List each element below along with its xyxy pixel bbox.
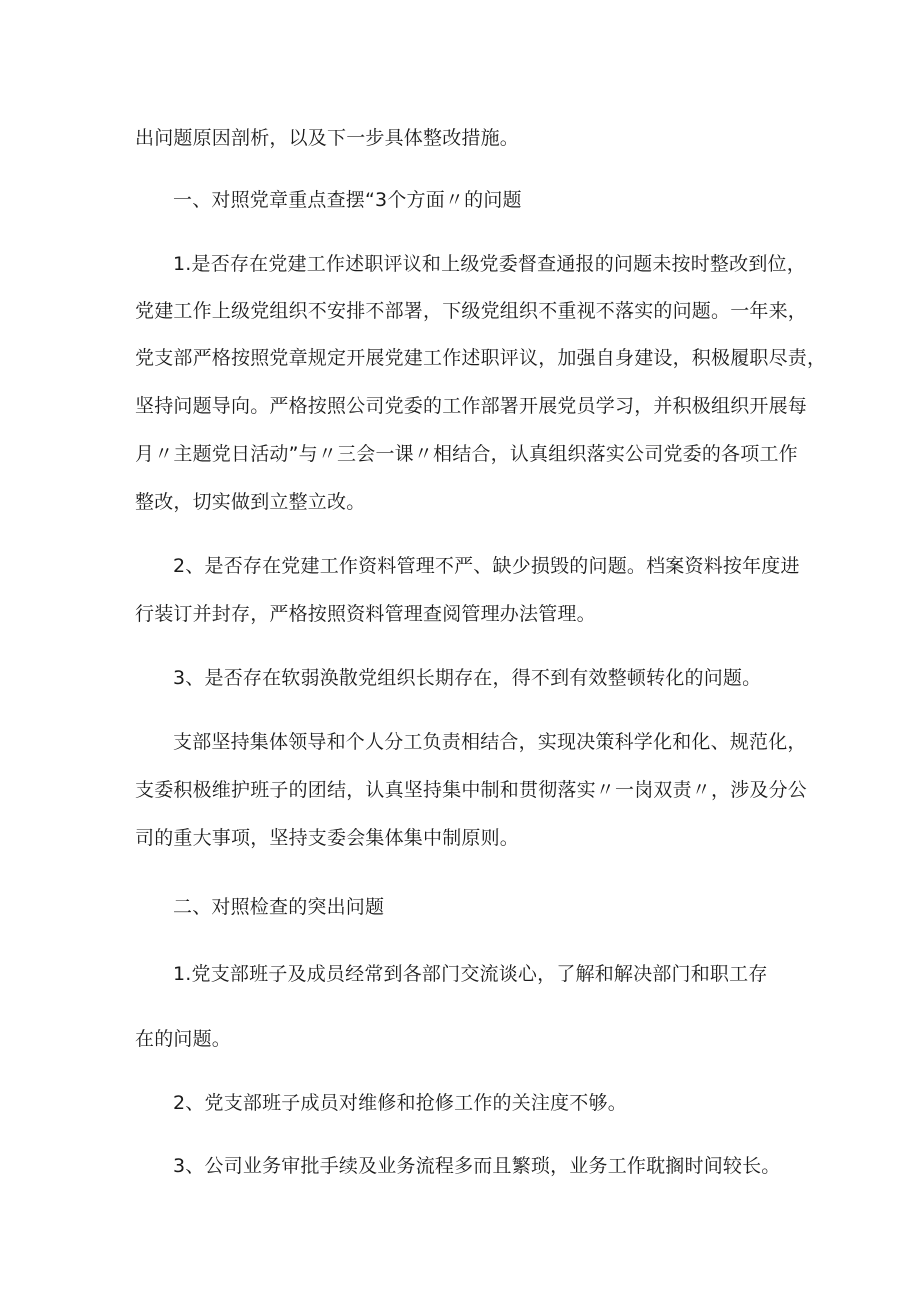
text-line: 党支部严格按照党章规定开展党建工作述职评议，加强自身建设，积极履职尽责， bbox=[135, 347, 827, 369]
text-line: 支委积极维护班子的团结，认真坚持集中制和贯彻落实〃一岗双责〃，涉及分公 bbox=[135, 779, 808, 801]
text-line: 党建工作上级党组织不安排不部署，下级党组织不重视不落实的问题。一年来， bbox=[135, 300, 808, 322]
text-line: 1.是否存在党建工作述职评议和上级党委督查通报的问题未按时整改到位， bbox=[173, 253, 806, 275]
text-line: 支部坚持集体领导和个人分工负责相结合，实现决策科学化和化、规范化， bbox=[173, 731, 807, 753]
text-line: 出问题原因剖析，以及下一步具体整改措施。 bbox=[135, 127, 520, 149]
text-line: 坚持问题导向。严格按照公司党委的工作部署开展党员学习，并积极组织开展每 bbox=[135, 395, 808, 417]
text-line: 3、公司业务审批手续及业务流程多而且繁琐，业务工作耽搁时间较长。 bbox=[173, 1155, 781, 1177]
text-line: 3、是否存在软弱涣散党组织长期存在，得不到有效整顿转化的问题。 bbox=[173, 667, 762, 689]
text-line: 司的重大事项，坚持支委会集体集中制原则。 bbox=[135, 827, 520, 849]
text-line: 行装订并封存，严格按照资料管理查阅管理办法管理。 bbox=[135, 603, 596, 625]
text-line: 2、党支部班子成员对维修和抢修工作的关注度不够。 bbox=[173, 1092, 627, 1114]
text-line: 2、是否存在党建工作资料管理不严、缺少损毁的问题。档案资料按年度进 bbox=[173, 555, 800, 577]
text-line: 整改，切实做到立整立改。 bbox=[135, 491, 366, 513]
text-line: 月〃主题党日活动”与〃三会一课〃相结合，认真组织落实公司党委的各项工作 bbox=[135, 443, 798, 465]
section-heading: 一、对照党章重点查摆“3个方面〃的问题 bbox=[173, 189, 522, 211]
section-heading: 二、对照检查的突出问题 bbox=[173, 896, 385, 918]
text-line: 1.党支部班子及成员经常到各部门交流谈心，了解和解决部门和职工存 bbox=[173, 963, 768, 985]
text-line: 在的问题。 bbox=[135, 1028, 232, 1050]
